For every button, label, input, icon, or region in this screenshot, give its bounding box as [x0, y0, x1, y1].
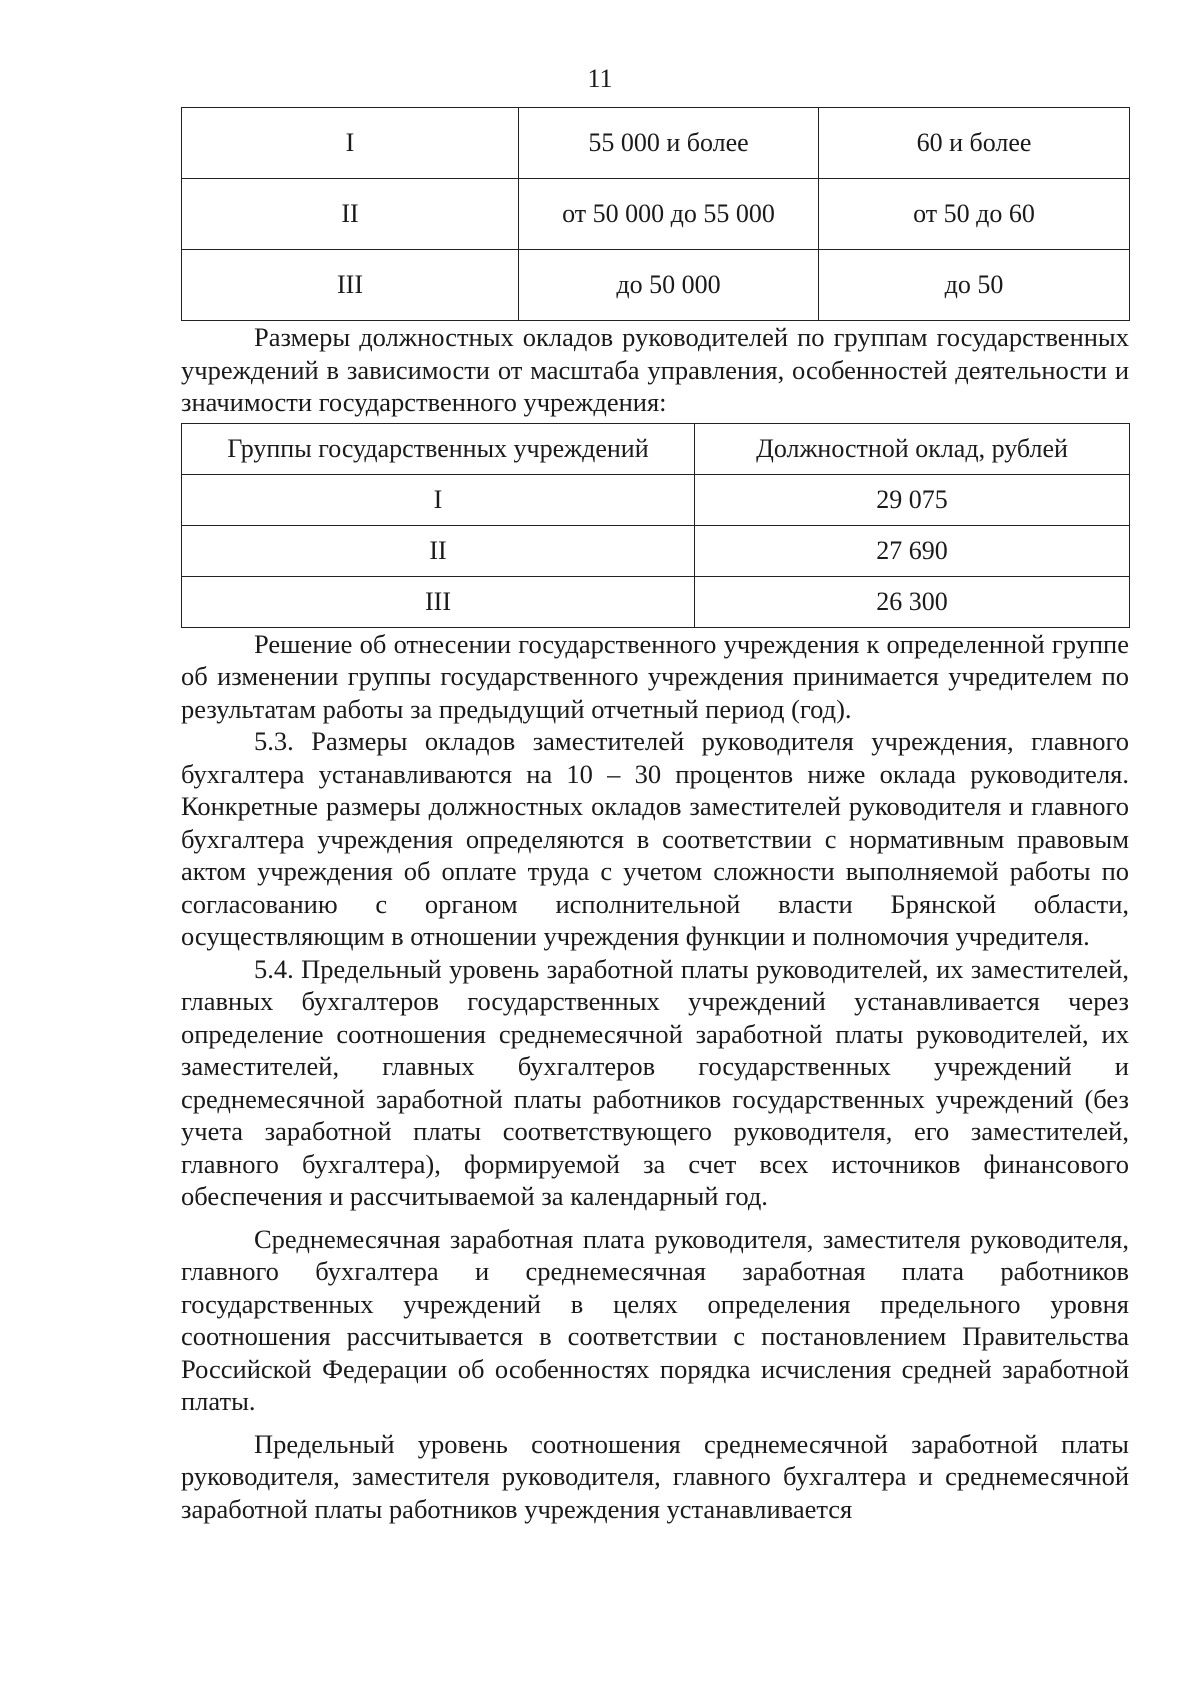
section-5-4-paragraph: 5.4. Предельный уровень заработной платы руководителей, их заместителей, главных бухгалтеров государственных учреждений устанавливается через определение соотношения среднемесячной заработной платы руководителей, их заместителей, главных бухгалтеров государственных учреждений и среднемесячной заработной платы работников государственных учреждений (без учета заработной платы соответствующего руководителя, его заместителей, главного бухгалтера), формируемой за счет всех источников финансового обеспечения и рассчитываемой за календарный год. — [181, 953, 1129, 1211]
limit-ratio-paragraph: Предельный уровень соотношения среднемесячной заработной платы руководителя, заместителя руководителя, главного бухгалтера и среднемесячной заработной платы работников учреждения устанавливается — [181, 1428, 1129, 1524]
table-cell: до 50 — [819, 250, 1130, 321]
table-header-row — [182, 423, 1130, 474]
table-cell: 29 075 — [695, 474, 1130, 525]
table-cell: 26 300 — [695, 576, 1130, 627]
table-row — [182, 108, 1130, 179]
official-salary-table — [181, 423, 1130, 628]
table-cell: II — [182, 525, 695, 576]
decision-paragraph: Решение об отнесении государственного учреждения к определенной группе об изменении группы государственного учреждения принимается учредителем по результатам работы за предыдущий отчетный период (год). — [181, 628, 1129, 724]
table-cell: III — [182, 576, 695, 627]
salary-ratio-table — [181, 107, 1130, 321]
section-5-3-paragraph: 5.3. Размеры окладов заместителей руководителя учреждения, главного бухгалтера устанавливаются на 10 – 30 процентов ниже оклада руководителя. Конкретные размеры должностных окладов заместителей руководителя и главного бухгалтера учреждения определяются в соответствии с нормативным правовым актом учреждения об оплате труда с учетом сложности выполняемой работы по согласованию с органом исполнительной власти Брянской области, осуществляющим в отношении учреждения функции и полномочия учредителя. — [181, 726, 1129, 951]
table-header-cell: Группы государственных учреждений — [182, 423, 695, 474]
table-row — [182, 576, 1130, 627]
table-row — [182, 179, 1130, 250]
table-cell: 55 000 и более — [519, 108, 819, 179]
page-number: 11 — [587, 64, 613, 93]
table-cell: 60 и более — [819, 108, 1130, 179]
table-cell: I — [182, 108, 519, 179]
table-cell: II — [182, 179, 519, 250]
table-cell: от 50 000 до 55 000 — [519, 179, 819, 250]
table-row — [182, 250, 1130, 321]
average-salary-paragraph: Среднемесячная заработная плата руководителя, заместителя руководителя, главного бухгалтера и среднемесячная заработная плата работников государственных учреждений в целях определения предельного уровня соотношения рассчитывается в соответствии с постановлением Правительства Российской Федерации об особенностях порядка исчисления средней заработной платы. — [181, 1223, 1129, 1416]
table-cell: до 50 000 — [519, 250, 819, 321]
table-header-cell: Должностной оклад, рублей — [695, 423, 1130, 474]
table-row — [182, 525, 1130, 576]
table-cell: от 50 до 60 — [819, 179, 1130, 250]
salaries-intro-paragraph: Размеры должностных окладов руководителей по группам государственных учреждений в зависимости от масштаба управления, особенностей деятельности и значимости государственного учреждения: — [181, 322, 1129, 417]
document-body — [181, 107, 1129, 1525]
table-row — [182, 474, 1130, 525]
table-cell: III — [182, 250, 519, 321]
table-cell: 27 690 — [695, 525, 1130, 576]
table-cell: I — [182, 474, 695, 525]
